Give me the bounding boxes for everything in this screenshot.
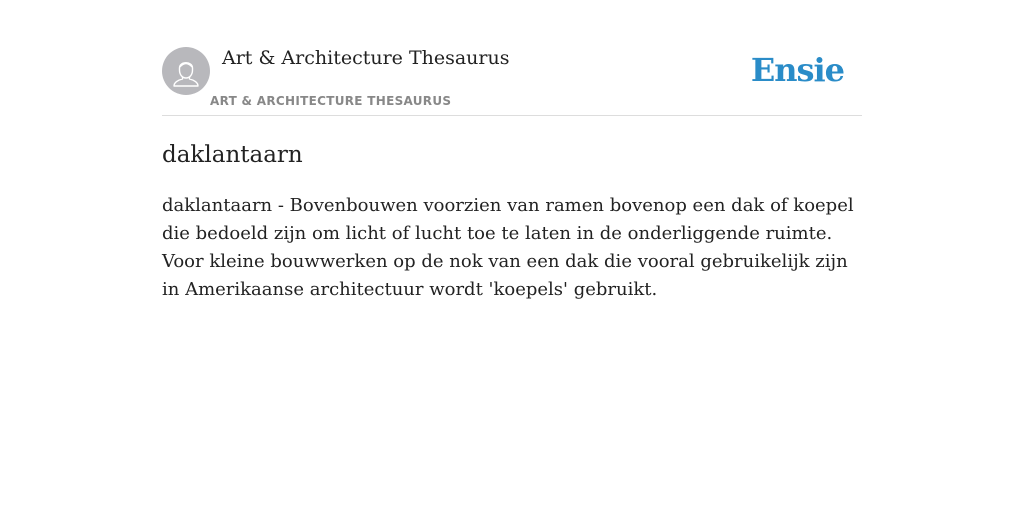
- definition-text: daklantaarn - Bovenbouwen voorzien van ramen bovenop een dak of koepel die bedoeld zijn om licht of lucht toe te laten in de onderliggende ruimte. Voor kleine bouwwerken op de nok van een dak die vooral gebruikelijk zijn in Amerikaanse architectuur wordt 'koepels' gebruikt.: [162, 195, 854, 300]
- author-avatar[interactable]: [162, 47, 210, 95]
- author-link[interactable]: Art & Architecture Thesaurus: [222, 47, 510, 69]
- page-title: daklantaarn: [162, 142, 303, 168]
- brand-logo[interactable]: Ensie: [750, 51, 844, 89]
- source-label[interactable]: ART & ARCHITECTURE THESAURUS: [210, 94, 452, 108]
- user-silhouette-icon: [162, 47, 210, 95]
- page-header: [162, 46, 862, 116]
